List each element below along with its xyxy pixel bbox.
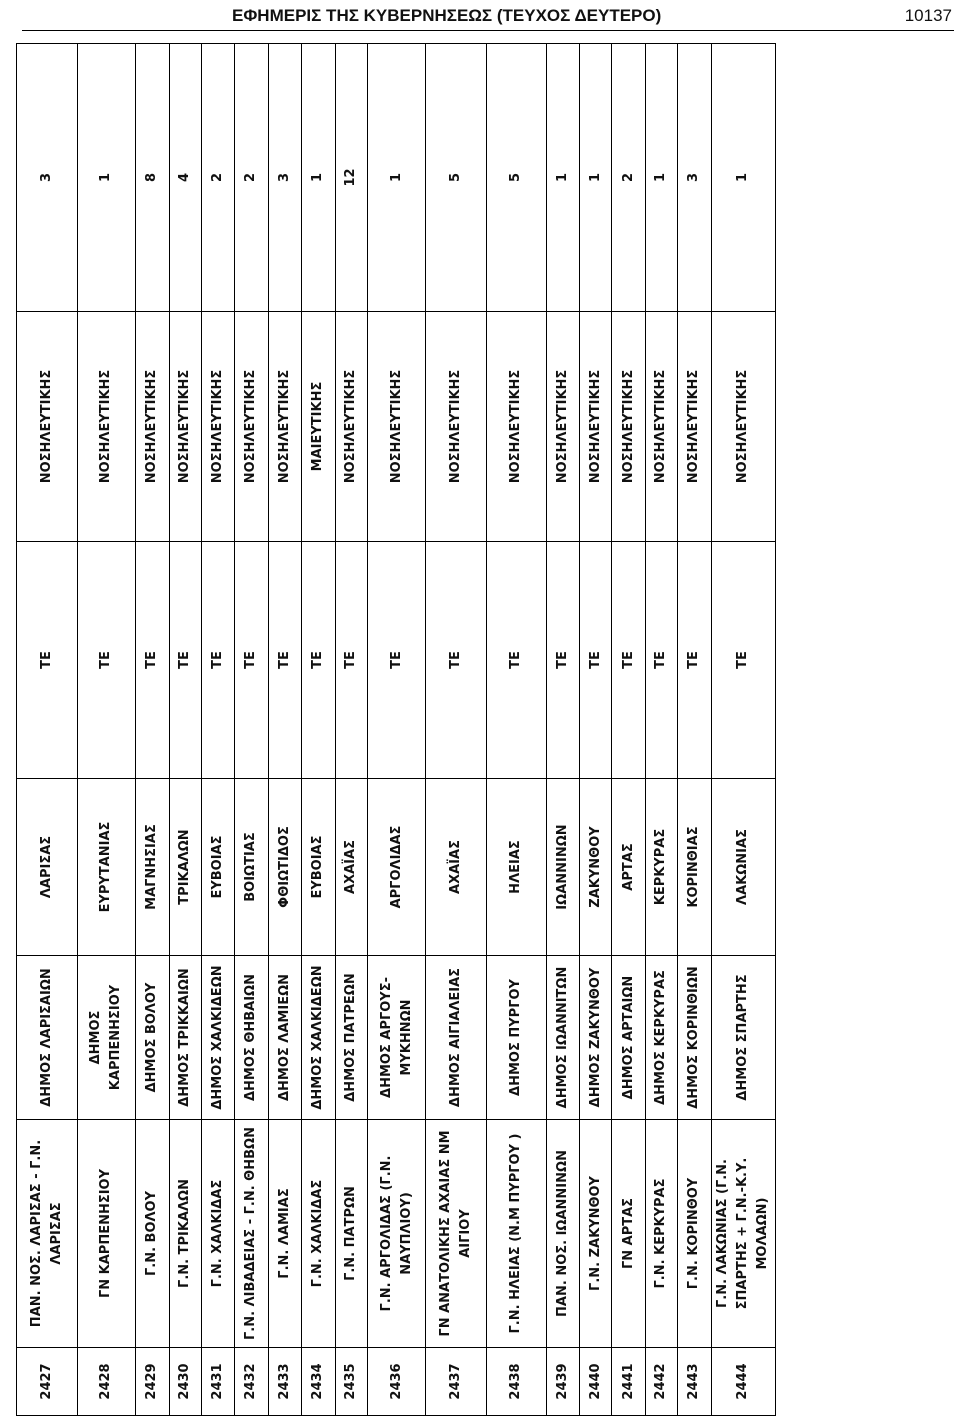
specialty-cell: ΜΑΙΕΥΤΙΚΗΣ: [302, 312, 335, 542]
positions-cell: 1: [546, 44, 579, 312]
municipality-cell: ΔΗΜΟΣ ΛΑΡΙΣΑΙΩΝ: [17, 956, 78, 1120]
specialty-cell: ΝΟΣΗΛΕΥΤΙΚΗΣ: [136, 312, 169, 542]
row-code-cell: 2432: [235, 1348, 268, 1416]
specialty-cell: ΝΟΣΗΛΕΥΤΙΚΗΣ: [426, 312, 487, 542]
municipality-cell: ΔΗΜΟΣ ΑΡΤΑΙΩΝ: [612, 956, 645, 1120]
category-cell: ΤΕ: [487, 542, 547, 779]
municipality-cell: ΔΗΜΟΣ ΧΑΛΚΙΔΕΩΝ: [302, 956, 335, 1120]
prefecture-cell: ΑΡΤΑΣ: [612, 779, 645, 956]
positions-cell: 2: [201, 44, 234, 312]
prefecture-cell: ΚΟΡΙΝΘΙΑΣ: [678, 779, 711, 956]
municipality-cell: ΔΗΜΟΣ ΑΡΓΟΥΣ-ΜΥΚΗΝΩΝ: [367, 956, 426, 1120]
municipality-cell: ΔΗΜΟΣ ΠΑΤΡΕΩΝ: [335, 956, 367, 1120]
positions-table: [16, 43, 776, 1416]
positions-cell: 1: [302, 44, 335, 312]
prefecture-cell: ΙΩΑΝΝΙΝΩΝ: [546, 779, 579, 956]
specialty-cell: ΝΟΣΗΛΕΥΤΙΚΗΣ: [77, 312, 136, 542]
header-divider: [22, 30, 954, 31]
row-code-cell: 2431: [201, 1348, 234, 1416]
hospital-cell: ΓΝ ΑΝΑΤΟΛΙΚΗΣ ΑΧΑΙΑΣ ΝΜ ΑΙΓΙΟΥ: [426, 1120, 487, 1348]
hospital-cell: Γ.Ν. ΠΑΤΡΩΝ: [335, 1120, 367, 1348]
row-code-cell: 2437: [426, 1348, 487, 1416]
row-code-cell: 2440: [580, 1348, 612, 1416]
municipality-cell: ΔΗΜΟΣ ΛΑΜΙΕΩΝ: [268, 956, 301, 1120]
hospital-cell: Γ.Ν. ΗΛΕΙΑΣ (Ν.Μ ΠΥΡΓΟΥ ): [487, 1120, 547, 1348]
positions-cell: 2: [612, 44, 645, 312]
positions-cell: 1: [367, 44, 426, 312]
specialty-cell: ΝΟΣΗΛΕΥΤΙΚΗΣ: [580, 312, 612, 542]
category-cell: ΤΕ: [367, 542, 426, 779]
category-cell: ΤΕ: [426, 542, 487, 779]
specialty-cell: ΝΟΣΗΛΕΥΤΙΚΗΣ: [235, 312, 268, 542]
prefecture-cell: ΗΛΕΙΑΣ: [487, 779, 547, 956]
category-cell: ΤΕ: [201, 542, 234, 779]
positions-cell: 5: [426, 44, 487, 312]
page-number: 10137: [904, 6, 952, 25]
table-row: [136, 44, 169, 1416]
hospital-cell: Γ.Ν. ΖΑΚΥΝΘΟΥ: [580, 1120, 612, 1348]
positions-cell: 3: [678, 44, 711, 312]
table-body: [17, 44, 776, 1416]
positions-cell: 2: [235, 44, 268, 312]
page-header: [0, 0, 960, 34]
specialty-cell: ΝΟΣΗΛΕΥΤΙΚΗΣ: [612, 312, 645, 542]
category-cell: ΤΕ: [711, 542, 775, 779]
positions-cell: 12: [335, 44, 367, 312]
table-row: [580, 44, 612, 1416]
specialty-cell: ΝΟΣΗΛΕΥΤΙΚΗΣ: [487, 312, 547, 542]
table-row: [302, 44, 335, 1416]
table-row: [17, 44, 78, 1416]
hospital-cell: Γ.Ν. ΛΑΜΙΑΣ: [268, 1120, 301, 1348]
prefecture-cell: ΤΡΙΚΑΛΩΝ: [169, 779, 201, 956]
hospital-cell: Γ.Ν. ΚΕΡΚΥΡΑΣ: [645, 1120, 677, 1348]
category-cell: ΤΕ: [268, 542, 301, 779]
prefecture-cell: ΖΑΚΥΝΘΟΥ: [580, 779, 612, 956]
municipality-cell: ΔΗΜΟΣ ΠΥΡΓΟΥ: [487, 956, 547, 1120]
positions-cell: 3: [17, 44, 78, 312]
hospital-cell: ΠΑΝ. ΝΟΣ. ΛΑΡΙΣΑΣ - Γ.Ν. ΛΑΡΙΣΑΣ: [17, 1120, 78, 1348]
row-code-cell: 2439: [546, 1348, 579, 1416]
hospital-cell: ΠΑΝ. ΝΟΣ. ΙΩΑΝΝΙΝΩΝ: [546, 1120, 579, 1348]
row-code-cell: 2442: [645, 1348, 677, 1416]
prefecture-cell: ΕΥΒΟΙΑΣ: [302, 779, 335, 956]
table-row: [645, 44, 677, 1416]
prefecture-cell: ΑΧΑΪΑΣ: [426, 779, 487, 956]
hospital-cell: Γ.Ν. ΛΙΒΑΔΕΙΑΣ - Γ.Ν. ΘΗΒΩΝ: [235, 1120, 268, 1348]
specialty-cell: ΝΟΣΗΛΕΥΤΙΚΗΣ: [335, 312, 367, 542]
prefecture-cell: ΕΥΡΥΤΑΝΙΑΣ: [77, 779, 136, 956]
municipality-cell: ΔΗΜΟΣ ΙΩΑΝΝΙΤΩΝ: [546, 956, 579, 1120]
row-code-cell: 2434: [302, 1348, 335, 1416]
hospital-cell: Γ.Ν. ΧΑΛΚΙΔΑΣ: [302, 1120, 335, 1348]
specialty-cell: ΝΟΣΗΛΕΥΤΙΚΗΣ: [367, 312, 426, 542]
municipality-cell: ΔΗΜΟΣ ΚΕΡΚΥΡΑΣ: [645, 956, 677, 1120]
category-cell: ΤΕ: [169, 542, 201, 779]
row-code-cell: 2436: [367, 1348, 426, 1416]
specialty-cell: ΝΟΣΗΛΕΥΤΙΚΗΣ: [201, 312, 234, 542]
category-cell: ΤΕ: [580, 542, 612, 779]
hospital-cell: ΓΝ ΚΑΡΠΕΝΗΣΙΟΥ: [77, 1120, 136, 1348]
positions-cell: 1: [711, 44, 775, 312]
row-code-cell: 2443: [678, 1348, 711, 1416]
prefecture-cell: ΑΧΑΪΑΣ: [335, 779, 367, 956]
row-code-cell: 2429: [136, 1348, 169, 1416]
municipality-cell: ΔΗΜΟΣ ΚΟΡΙΝΘΙΩΝ: [678, 956, 711, 1120]
category-cell: ΤΕ: [546, 542, 579, 779]
municipality-cell: ΔΗΜΟΣ ΚΑΡΠΕΝΗΣΙΟΥ: [77, 956, 136, 1120]
row-code-cell: 2428: [77, 1348, 136, 1416]
specialty-cell: ΝΟΣΗΛΕΥΤΙΚΗΣ: [17, 312, 78, 542]
table-row: [546, 44, 579, 1416]
positions-cell: 1: [77, 44, 136, 312]
table-row: [335, 44, 367, 1416]
table-row: [77, 44, 136, 1416]
rotated-table-container: [16, 44, 776, 1416]
table-row: [201, 44, 234, 1416]
specialty-cell: ΝΟΣΗΛΕΥΤΙΚΗΣ: [546, 312, 579, 542]
prefecture-cell: ΛΑΚΩΝΙΑΣ: [711, 779, 775, 956]
row-code-cell: 2427: [17, 1348, 78, 1416]
row-code-cell: 2430: [169, 1348, 201, 1416]
positions-cell: 8: [136, 44, 169, 312]
row-code-cell: 2441: [612, 1348, 645, 1416]
row-code-cell: 2438: [487, 1348, 547, 1416]
specialty-cell: ΝΟΣΗΛΕΥΤΙΚΗΣ: [169, 312, 201, 542]
category-cell: ΤΕ: [77, 542, 136, 779]
category-cell: ΤΕ: [612, 542, 645, 779]
positions-cell: 1: [580, 44, 612, 312]
specialty-cell: ΝΟΣΗΛΕΥΤΙΚΗΣ: [678, 312, 711, 542]
hospital-cell: Γ.Ν. ΤΡΙΚΑΛΩΝ: [169, 1120, 201, 1348]
table-row: [487, 44, 547, 1416]
category-cell: ΤΕ: [136, 542, 169, 779]
table-row: [711, 44, 775, 1416]
row-code-cell: 2433: [268, 1348, 301, 1416]
prefecture-cell: ΑΡΓΟΛΙΔΑΣ: [367, 779, 426, 956]
positions-cell: 4: [169, 44, 201, 312]
table-row: [367, 44, 426, 1416]
table-row: [169, 44, 201, 1416]
category-cell: ΤΕ: [335, 542, 367, 779]
category-cell: ΤΕ: [17, 542, 78, 779]
municipality-cell: ΔΗΜΟΣ ΖΑΚΥΝΘΟΥ: [580, 956, 612, 1120]
municipality-cell: ΔΗΜΟΣ ΑΙΓΙΑΛΕΙΑΣ: [426, 956, 487, 1120]
positions-cell: 5: [487, 44, 547, 312]
category-cell: ΤΕ: [678, 542, 711, 779]
municipality-cell: ΔΗΜΟΣ ΧΑΛΚΙΔΕΩΝ: [201, 956, 234, 1120]
municipality-cell: ΔΗΜΟΣ ΒΟΛΟΥ: [136, 956, 169, 1120]
prefecture-cell: ΕΥΒΟΙΑΣ: [201, 779, 234, 956]
table-row: [268, 44, 301, 1416]
municipality-cell: ΔΗΜΟΣ ΤΡΙΚΚΑΙΩΝ: [169, 956, 201, 1120]
hospital-cell: ΓΝ ΑΡΤΑΣ: [612, 1120, 645, 1348]
row-code-cell: 2435: [335, 1348, 367, 1416]
prefecture-cell: ΚΕΡΚΥΡΑΣ: [645, 779, 677, 956]
gazette-title: ΕΦΗΜΕΡΙΣ ΤΗΣ ΚΥΒΕΡΝΗΣΕΩΣ (ΤΕΥΧΟΣ ΔΕΥΤΕΡΟ): [232, 6, 662, 25]
prefecture-cell: ΦΘΙΩΤΙΔΟΣ: [268, 779, 301, 956]
row-code-cell: 2444: [711, 1348, 775, 1416]
hospital-cell: Γ.Ν. ΛΑΚΩΝΙΑΣ (Γ.Ν. ΣΠΑΡΤΗΣ + Γ.Ν.-Κ.Υ. ΜΟΛΑΩΝ): [711, 1120, 775, 1348]
category-cell: ΤΕ: [645, 542, 677, 779]
positions-cell: 3: [268, 44, 301, 312]
hospital-cell: Γ.Ν. ΒΟΛΟΥ: [136, 1120, 169, 1348]
hospital-cell: Γ.Ν. ΚΟΡΙΝΘΟΥ: [678, 1120, 711, 1348]
hospital-cell: Γ.Ν. ΑΡΓΟΛΙΔΑΣ (Γ.Ν. ΝΑΥΠΛΙΟΥ): [367, 1120, 426, 1348]
category-cell: ΤΕ: [302, 542, 335, 779]
prefecture-cell: ΒΟΙΩΤΙΑΣ: [235, 779, 268, 956]
prefecture-cell: ΜΑΓΝΗΣΙΑΣ: [136, 779, 169, 956]
category-cell: ΤΕ: [235, 542, 268, 779]
prefecture-cell: ΛΑΡΙΣΑΣ: [17, 779, 78, 956]
table-row: [612, 44, 645, 1416]
table-row: [678, 44, 711, 1416]
specialty-cell: ΝΟΣΗΛΕΥΤΙΚΗΣ: [645, 312, 677, 542]
municipality-cell: ΔΗΜΟΣ ΣΠΑΡΤΗΣ: [711, 956, 775, 1120]
specialty-cell: ΝΟΣΗΛΕΥΤΙΚΗΣ: [268, 312, 301, 542]
positions-cell: 1: [645, 44, 677, 312]
table-row: [235, 44, 268, 1416]
specialty-cell: ΝΟΣΗΛΕΥΤΙΚΗΣ: [711, 312, 775, 542]
hospital-cell: Γ.Ν. ΧΑΛΚΙΔΑΣ: [201, 1120, 234, 1348]
table-row: [426, 44, 487, 1416]
municipality-cell: ΔΗΜΟΣ ΘΗΒΑΙΩΝ: [235, 956, 268, 1120]
